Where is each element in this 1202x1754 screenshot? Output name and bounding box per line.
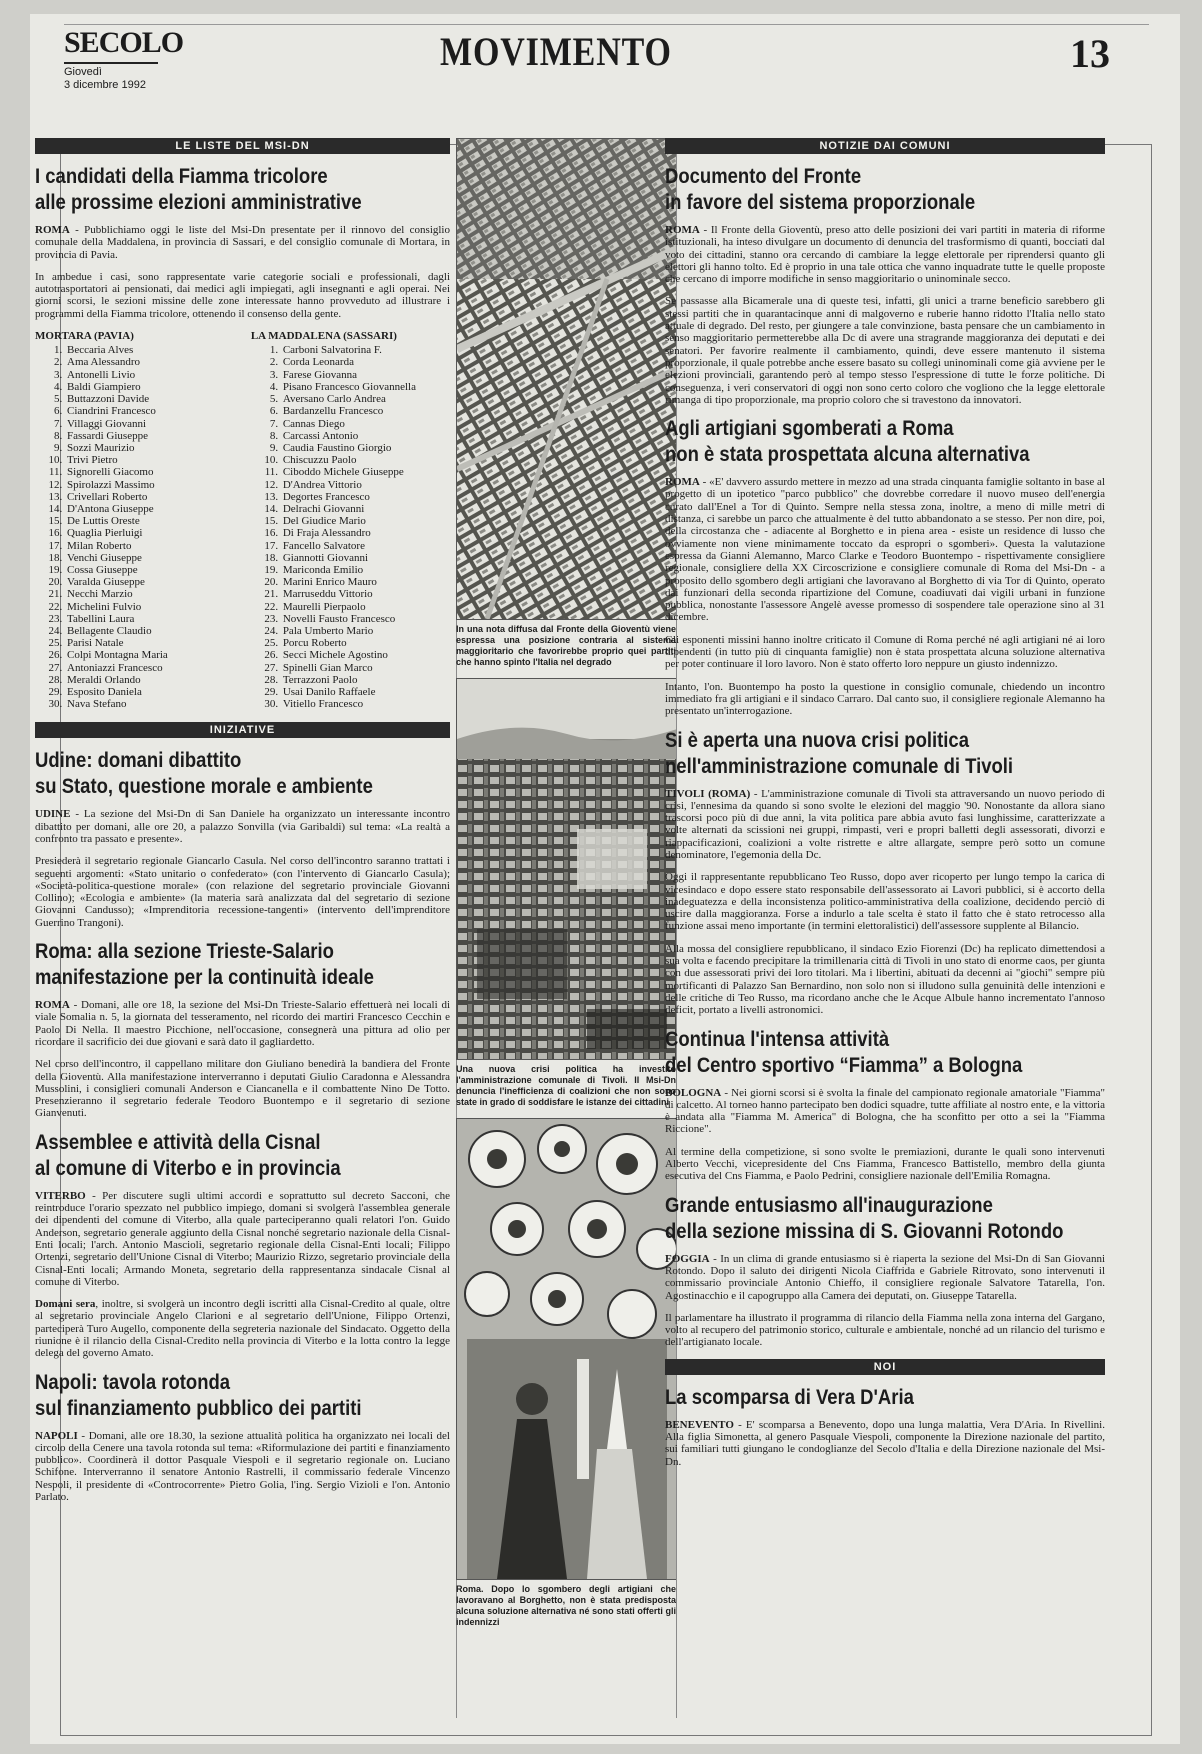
- candidate-name: 17. Milan Roberto: [65, 540, 234, 552]
- candidate-name: 27. Spinelli Gian Marco: [281, 662, 450, 674]
- candidate-name: 11. Ciboddo Michele Giuseppe: [281, 466, 450, 478]
- candidate-name: 15. Del Giudice Mario: [281, 515, 450, 527]
- candidate-name: 18. Venchi Giuseppe: [65, 552, 234, 564]
- candidate-name: 22. Michelini Fulvio: [65, 601, 234, 613]
- article-paragraph: ROMA - Pubblichiamo oggi le liste del Msi-Dn presentate per il rinnovo del consiglio comunale della Maddalena, in provincia di Sassari, e del consiglio comunale di Mortara, in provincia di Pavia.: [35, 224, 450, 261]
- issue-day: Giovedì: [64, 66, 102, 78]
- candidate-name: 14. Delrachi Giovanni: [281, 503, 450, 515]
- article-cisnal: [35, 1130, 450, 1360]
- article-paragraph: ROMA - «E' davvero assurdo mettere in mezzo ad una strada cinquanta famiglie soltanto in base al progetto di un ipotetico "parco pubblico" che dovrebbe corredare il nuovo museo dell'energia curato dall'Enel a Tor di Quinto. Sempre nella stessa zona, inoltre, a meno di mille metri di distanza, ci sarebbe un parco che attualmente è del tutto abbandonato a se stesso. Per non dire, poi, della circostanza che - adiacente al Borghetto e in piena area - esiste un residence di lusso che ovviamente non viene minimamente toccato da espropri o sgomberi». Questa la valutazione espressa da Gianni Alemanno, Marco Clarke e Teodoro Buontempo - rispettivamente consigliere regionale, consigliere della XX Circoscrizione e consigliere comunale di Roma del Msi-Dn - a proposito dello sgombero degli artigiani che lavoravano al Borghetto di via Tor di Quinto, operato dai funzionari della seconda ripartizione del Comune, coadiuvati dai vigili urbani in funzione pubblica, nonostante l'assessore Angelè avesse promesso di sospendere tale operazione sino al 31 dicembre.: [665, 476, 1105, 624]
- candidate-name: 1. Carboni Salvatorina F.: [281, 344, 450, 356]
- rubric-iniziative: INIZIATIVE: [35, 722, 450, 738]
- article-paragraph: BENEVENTO - E' scomparsa a Benevento, dopo una lunga malattia, Vera D'Aria. In Rivellini. Alla figlia Simonetta, al genero Pasquale Viespoli, componente la Direzione nazionale del partito, sui familiari tutti giungano le condoglianze del Secolo d'Italia e della Direzione nazionale del Msi-Dn.: [665, 1418, 1105, 1468]
- tivoli-town-photo: [456, 678, 676, 1060]
- headline: Roma: alla sezione Trieste-Salario manifestazione per la continuità ideale: [35, 940, 374, 990]
- candidate-name: 6. Bardanzellu Francesco: [281, 405, 450, 417]
- article-paragraph: Nel corso dell'incontro, il cappellano militare don Giuliano benedirà la bandiera del Fronte della Gioventù. Alla manifestazione interverranno i deputati Giulio Caradonna e Alessandra Mussolini, i consiglieri comunali Anderson e Ciancanella e il combattente Nino De Totto. Presenzieranno il segretario federale Teodoro Buontempo e il segretario di sezione Gianvenuti.: [35, 1058, 450, 1120]
- candidate-name: 2. Ama Alessandro: [65, 356, 234, 368]
- candidate-name: 13. Degortes Francesco: [281, 491, 450, 503]
- article-artigiani: [665, 416, 1105, 717]
- article-paragraph: FOGGIA - In un clima di grande entusiasmo si è riaperta la sezione del Msi-Dn di San Giovanni Rotondo. Dopo il saluto dei dirigenti Nicola Ciaffrida e Gabriele Ritrovato, sono intervenuti il commissario provinciale Antonio Chieffo, il consigliere regionale Salvatore Tatarella, l'on. Agostinacchio e il capogruppo alla Camera dei deputati, on. Giuseppe Tatarella.: [665, 1252, 1105, 1302]
- issue-full-date: 3 dicembre 1992: [64, 79, 146, 91]
- rubric-liste: LE LISTE DEL MSI-DN: [35, 138, 450, 154]
- article-paragraph: Al termine della competizione, si sono svolte le premiazioni, durante le quali sono intervenuti Alberto Vecchi, vicepresidente del Cns Fiamma, Francesco Battistello, membro della giunta esecutiva del Cns Fiamma, e Paolo Pedrini, consigliere nazionale dell'Emilia Romagna.: [665, 1145, 1105, 1183]
- rubric-noi: NOI: [665, 1359, 1105, 1375]
- candidate-name: 12. D'Andrea Vittorio: [281, 479, 450, 491]
- candidate-name: 10. Chiscuzzu Paolo: [281, 454, 450, 466]
- candidate-name: 30. Nava Stefano: [65, 698, 234, 710]
- candidate-name: 10. Trivi Pietro: [65, 454, 234, 466]
- article-paragraph: In ambedue i casi, sono rappresentate varie categorie sociali e professionali, dagli autotrasportatori ai pensionati, dai medici agli impiegati, agli insegnanti e agli operai. Nei giorni scorsi, le sezioni missine delle zone interessate hanno provveduto ad illustrare i programmi della Fiamma tricolore, ottenendo il consenso della gente.: [35, 270, 450, 320]
- headline: Si è aperta una nuova crisi politica nell'amministrazione comunale di Tivoli: [665, 728, 1014, 778]
- candidate-name: 17. Fancello Salvatore: [281, 540, 450, 552]
- article-udine: [35, 748, 450, 929]
- candidate-name: 29. Usai Danilo Raffaele: [281, 686, 450, 698]
- candidate-name: 7. Villaggi Giovanni: [65, 418, 234, 430]
- candidate-name: 8. Carcassi Antonio: [281, 430, 450, 442]
- candidate-name: 9. Sozzi Maurizio: [65, 442, 234, 454]
- article-fronte: [665, 164, 1105, 406]
- photo-caption: Una nuova crisi politica ha investito l'amministrazione comunale di Tivoli. Il Msi-Dn denuncia l'inefficienza di coalizioni che non sono state in grado di soddisfare le istanze dei cittadini: [456, 1064, 676, 1107]
- article-vera-daria: [665, 1385, 1105, 1468]
- candidate-name: 19. Cossa Giuseppe: [65, 564, 234, 576]
- headline: Udine: domani dibattito su Stato, questione morale e ambiente: [35, 749, 373, 799]
- aerial-city-photo: [456, 138, 676, 620]
- candidate-name: 27. Antoniazzi Francesco: [65, 662, 234, 674]
- list-heading: MORTARA (PAVIA): [35, 330, 134, 343]
- candidate-name: 16. Di Fraja Alessandro: [281, 527, 450, 539]
- candidate-name: 24. Pala Umberto Mario: [281, 625, 450, 637]
- article-paragraph: TIVOLI (ROMA) - L'amministrazione comunale di Tivoli sta attraversando un nuovo periodo di crisi, l'ennesima da quando si sono svolte le elezioni del maggio '90. Nonostante da allora siano trascorsi poco più di due anni, la vita politica pare abbia avuto fasi lunghissime, caratterizzate a volte alternati da scissioni nei gruppi, rimpasti, veri e propri balletti degli assessorati, divorzi e riappacificazioni, coalizioni a volte ristrette e altre allargate, sempre però sotto un comune denominatore, l'egemonia della Dc.: [665, 787, 1105, 861]
- headline: Assemblee e attività della Cisnal al comune di Viterbo e in provincia: [35, 1130, 341, 1180]
- newspaper-logo: SECOLO: [64, 26, 184, 59]
- photo-caption: Roma. Dopo lo sgombero degli artigiani che lavoravano al Borghetto, non è stata predisposta alcuna soluzione alternativa né sono stati offerti gli indennizzi: [456, 1584, 676, 1627]
- list-mortara: [35, 330, 234, 710]
- logo-rule: [64, 62, 158, 64]
- article-paragraph: ROMA - Il Fronte della Gioventù, preso atto delle posizioni dei vari partiti in materia di riforme istituzionali, ha inteso divulgare un documento di denuncia del trasformismo di quanti, bocciati dal voto dei cittadini, stanno ora cercando di cambiare la legge elettorale per riprendersi quanto gli elettori gli hanno tolto. Ed è proprio in una tale ottica che vanno inquadrate tutte le quelle proposte che cercano di imporre modifiche in senso maggioritario o uninominale secco.: [665, 224, 1105, 286]
- candidate-name: 19. Mariconda Emilio: [281, 564, 450, 576]
- tivoli-town-image: [457, 679, 676, 1059]
- article-paragraph: VITERBO - Per discutere sugli ultimi accordi e soprattutto sul decreto Sacconi, che reintroduce l'orario spezzato nel pubblico impiego, domani si svolgerà l'assemblea generale dei dipendenti del comune di Viterbo, alla quale parteciperanno quali relatori l'on. Guido Anderson, segretario generale aggiunto della Cisnal nonché segretario nazionale della Cisnal-Enti locali; l'arch. Antonio Mascioli, segretario regionale della Cisnal-Enti locali; Filippo Ortenzi, segretario dell'Unione Cisnal di Viterbo; Maurizio Rizzo, segretario provinciale della Cisnal-Enti locali; Armando Moneta, segretario della rappresentanza sindacale Cisnal al comune di Viterbo.: [35, 1189, 450, 1288]
- list-heading: LA MADDALENA (SASSARI): [250, 330, 397, 343]
- candidate-name: 21. Necchi Marzio: [65, 588, 234, 600]
- candidate-name: 1. Beccaria Alves: [65, 344, 234, 356]
- article-paragraph: UDINE - La sezione del Msi-Dn di San Daniele ha organizzato un interessante incontro dibattito per domani, alle ore 20, a palazzo Sonvilla (via Garibaldi) sul tema: «La realtà a confronto tra passato e presente».: [35, 808, 450, 845]
- article-paragraph: Oggi il rappresentante repubblicano Teo Russo, dopo aver ricoperto per lungo tempo la carica di vicesindaco e dopo essere stato responsabile dell'assessorato ai Lavori pubblici, si è accorto della inadeguatezza e della inconsistenza politico-amministrativa della coalizione, decidendo perciò di uscire dalla maggioranza. Forse a indurlo a tale scelta è stato il fatto che è stato retrocesso alla funzione assai meno importante (in termini elettoralistici) dell'assessore supplente al Bilancio.: [665, 871, 1105, 933]
- middle-column: [456, 138, 676, 1718]
- article-paragraph: Presiederà il segretario regionale Giancarlo Casula. Nel corso dell'incontro saranno trattati i seguenti argomenti: «Stato unitario o confederato» (con l'intervento di Giancarlo Casula); «Società-politica-questione morale» (con relazione del segretario provinciale Giovanni Collino); «Ecologia e ambiente» (la materia sarà analizzata dal del segretario di sezione Giovanni Candusso); «Imprenditoria recessione-tangenti» (intervento dell'imprenditore Guerrino Trangoni).: [35, 855, 450, 929]
- article-paragraph: Il parlamentare ha illustrato il programma di rilancio della Fiamma nella zona interna del Gargano, volto al recupero del patrimonio storico, culturale e ambientale, nonché ad un rilancio del turismo e dell'artigianato locale.: [665, 1311, 1105, 1349]
- candidate-name: 18. Giannotti Giovanni: [281, 552, 450, 564]
- article-paragraph: BOLOGNA - Nei giorni scorsi si è svolta la finale del campionato regionale amatoriale "Fiamma" di calcetto. Al torneo hanno partecipato ben dodici squadre, tutte affiliate al nostro ente, e la vittoria è andata alla "Fiamma M. America" di Bologna, che ha sconfitto per otto a sei la "Fiamma Riccione".: [665, 1086, 1105, 1136]
- candidate-name: 20. Marini Enrico Mauro: [281, 576, 450, 588]
- rubric-notizie: NOTIZIE DAI COMUNI: [665, 138, 1105, 154]
- top-rule: [64, 24, 1149, 25]
- candidate-name: 23. Tabellini Laura: [65, 613, 234, 625]
- article-paragraph: Gli esponenti missini hanno inoltre criticato il Comune di Roma perché né agli artigiani né ai loro dipendenti (in tutto più di cinquanta famiglie) non è stata prospettata alcuna soluzione alternativa per poter continuare il loro lavoro. Non è stato offerto loro neppure un giusto indennizzo.: [665, 633, 1105, 671]
- candidate-name: 16. Quaglia Pierluigi: [65, 527, 234, 539]
- article-paragraph: Domani sera, inoltre, si svolgerà un incontro degli iscritti alla Cisnal-Credito al quale, oltre al segretario provinciale Angelo Clarioni e al segretario dell'Unione, Filippo Ortenzi, parteciperà Turo Augello, componente della segreteria nazionale del Sindacato. Oggetto della riunione è il rilancio della Cisnal-Credito nella provincia di Viterbo e la lotta contro la legge delega del governo Amato.: [35, 1298, 450, 1360]
- article-trieste-salario: [35, 939, 450, 1120]
- candidate-name: 11. Signorelli Giacomo: [65, 466, 234, 478]
- headline: Napoli: tavola rotonda sul finanziamento pubblico dei partiti: [35, 1370, 362, 1420]
- candidate-name: 26. Colpi Montagna Maria: [65, 649, 234, 661]
- left-column: [35, 138, 450, 1718]
- page-number: 13: [1070, 31, 1110, 76]
- candidate-name: 9. Caudia Faustino Giorgio: [281, 442, 450, 454]
- artisans-photo: [456, 1118, 676, 1580]
- article-napoli: [35, 1370, 450, 1504]
- candidate-name: 13. Crivellari Roberto: [65, 491, 234, 503]
- candidate-name: 12. Spirolazzi Massimo: [65, 479, 234, 491]
- candidate-name: 24. Bellagente Claudio: [65, 625, 234, 637]
- candidate-name: 5. Aversano Carlo Andrea: [281, 393, 450, 405]
- candidate-name: 28. Terrazzoni Paolo: [281, 674, 450, 686]
- candidate-name: 22. Maurelli Pierpaolo: [281, 601, 450, 613]
- issue-date: [64, 66, 146, 92]
- headline: Continua l'intensa attività del Centro sportivo “Fiamma” a Bologna: [665, 1027, 1023, 1077]
- candidate-name: 30. Vitiello Francesco: [281, 698, 450, 710]
- candidate-name: 6. Ciandrini Francesco: [65, 405, 234, 417]
- candidate-name: 4. Baldi Giampiero: [65, 381, 234, 393]
- headline: Grande entusiasmo all'inaugurazione della sezione missina di S. Giovanni Rotondo: [665, 1193, 1064, 1243]
- article-tivoli: [665, 728, 1105, 1017]
- article-candidati: [35, 164, 450, 320]
- headline: I candidati della Fiamma tricolore alle prossime elezioni amministrative: [35, 165, 362, 214]
- article-paragraph: NAPOLI - Domani, alle ore 18.30, la sezione attualità politica ha organizzato nei locali del circolo della Cenere una tavola rotonda sul tema: «Riformulazione dei partiti e finanziamento pubblico». Coordinerà il dottor Pasquale Viespoli e il segretario regionale on. Luciano Schifone. Interverranno il senatore Antonio Rastrelli, il commissario federale Vincenzo Nespoli, il presidente di «Controcorrente» Pietro Golia, l'ing. Sergio Vizioli e l'on. Antonio Parlato.: [35, 1429, 450, 1504]
- candidate-name: 5. Buttazzoni Davide: [65, 393, 234, 405]
- candidate-name: 25. Parisi Natale: [65, 637, 234, 649]
- candidate-name: 14. D'Antona Giuseppe: [65, 503, 234, 515]
- right-column: [665, 138, 1105, 1718]
- candidate-name: 26. Secci Michele Agostino: [281, 649, 450, 661]
- candidate-name: 3. Antonelli Livio: [65, 369, 234, 381]
- candidate-name: 25. Porcu Roberto: [281, 637, 450, 649]
- artisans-image: [457, 1119, 676, 1579]
- list-maddalena: [251, 330, 450, 710]
- candidate-name: 2. Corda Leonarda: [281, 356, 450, 368]
- article-san-giovanni-rotondo: [665, 1193, 1105, 1349]
- candidate-name: 29. Esposito Daniela: [65, 686, 234, 698]
- photo-caption: In una nota diffusa dal Fronte della Gioventù viene espressa una posizione contraria al sistema maggioritario che favorirebbe proprio quei partiti che hanno spinto l'Italia nel degrado: [456, 624, 676, 667]
- candidate-name: 28. Meraldi Orlando: [65, 674, 234, 686]
- article-paragraph: Alla mossa del consigliere repubblicano, il sindaco Ezio Fiorenzi (Dc) ha replicato dimettendosi a sua volta e facendo precipitare la trimillenaria città di Tivoli in uno stato di enorme caos, per giunta con due assessorati privi dei loro titolari. Ma i libertini, abituati da decenni ai "giochi" sempre più mortificanti di Palazzo San Bernardino, non solo non si illudono sulla genuinità delle intenzioni e delle critiche di Teo Russo, ma ricordano anche che le Acque Albule hanno incrementato l'annoso deficit, portato a livelli astronomici.: [665, 942, 1105, 1017]
- candidate-name: 15. De Luttis Oreste: [65, 515, 234, 527]
- candidate-name: 8. Fassardi Giuseppe: [65, 430, 234, 442]
- headline: La scomparsa di Vera D'Aria: [665, 1385, 914, 1409]
- candidate-lists: [35, 330, 450, 710]
- aerial-city-image: [457, 139, 676, 619]
- article-paragraph: Intanto, l'on. Buontempo ha posto la questione in consiglio comunale, chiedendo un incontro immediato fra gli artigiani e il sindaco Carraro. Dal canto suo, il consigliere regionale Alemanno ha presentato un'interrogazione.: [665, 680, 1105, 718]
- candidate-list: [35, 344, 234, 710]
- candidate-name: 3. Farese Giovanna: [281, 369, 450, 381]
- candidate-name: 21. Marruseddu Vittorio: [281, 588, 450, 600]
- headline: Agli artigiani sgomberati a Roma non è stata prospettata alcuna alternativa: [665, 417, 1030, 467]
- article-paragraph: ROMA - Domani, alle ore 18, la sezione del Msi-Dn Trieste-Salario effettuerà nei locali di viale Somalia n. 5, la giornata del tesseramento, nel ricordo dei martiri Francesco Cecchin e Paolo Di Nella. Il maestro Picchione, nell'occasione, consegnerà una pittura ad olio per ricordare il sacrificio dei due giovani e sarà dato il gagliardetto.: [35, 999, 450, 1048]
- headline: Documento del Fronte in favore del sistema proporzionale: [665, 165, 976, 214]
- article-bologna: [665, 1027, 1105, 1183]
- candidate-name: 7. Cannas Diego: [281, 418, 450, 430]
- candidate-name: 23. Novelli Fausto Francesco: [281, 613, 450, 625]
- candidate-list: [251, 344, 450, 710]
- candidate-name: 4. Pisano Francesco Giovannella: [281, 381, 450, 393]
- candidate-name: 20. Varalda Giuseppe: [65, 576, 234, 588]
- section-title: MOVIMENTO: [440, 29, 672, 74]
- article-paragraph: Se passasse alla Bicamerale una di queste tesi, infatti, gli unici a trarne beneficio sarebbero gli stessi partiti che in quarantacinque anni di malgoverno e ruberie hanno ridotto l'Italia nello stato attuale di degrado. Del resto, per giungere a tale convinzione, basta pensare che un cambiamento in senso maggioritario permetterebbe alla Dc di avere una stragrande maggioranza dei deputati e dei senatori. Per favorire realmente il cambiamento, quindi, deve essere mantenuto il sistema proporzionale, il quale potrebbe anche essere basato su collegi uninominali come già avviene per le elezioni provinciali, garantendo però al tempo stesso l'espressione di tutte le forze politiche. Di conseguenza, i veri conservatori di oggi non sono certo coloro che vogliono che la legge elettorale rimanga di tipo proporzionale, ma proprio coloro che si travestono da innovatori.: [665, 295, 1105, 406]
